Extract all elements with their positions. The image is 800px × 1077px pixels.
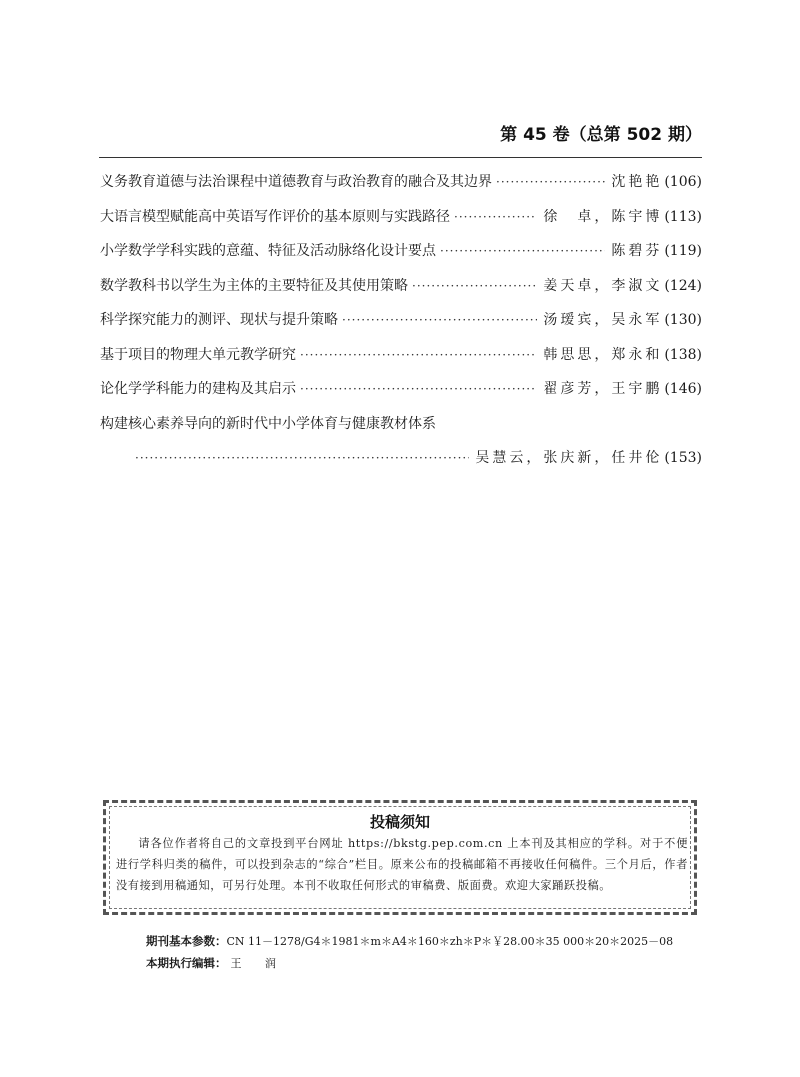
toc-entry-page: (153) bbox=[664, 450, 702, 466]
notice-body: 请各位作者将自己的文章投到平台网址 https://bkstg.pep.com.cn 上本刊及其相应的学科。对于不便进行学科归类的稿件，可以投到杂志的“综合”栏目。原来公布的投稿邮箱不再接收任何稿件。三个月后，作者没有接到用稿通知，可另行处理。本刊不收取任何形式的审稿费、版面费。欢迎大家踊跃投稿。 bbox=[116, 837, 688, 892]
toc-entry-page: (130) bbox=[664, 312, 702, 328]
journal-parameters bbox=[146, 933, 673, 949]
dot-leader bbox=[300, 382, 537, 396]
toc-entry-page: (113) bbox=[664, 208, 702, 225]
toc-entry-title: 科学探究能力的测评、现状与提升策略 bbox=[100, 312, 338, 328]
toc-entry-author: 沈艳艳 bbox=[611, 174, 663, 190]
dot-leader bbox=[135, 451, 469, 465]
toc-entry-page: (146) bbox=[664, 381, 702, 397]
toc-entry-title: 大语言模型赋能高中英语写作评价的基本原则与实践路径 bbox=[100, 208, 450, 225]
table-of-contents bbox=[100, 171, 702, 482]
dot-leader bbox=[440, 244, 605, 258]
toc-entry-author: 韩思思，郑永和 bbox=[543, 346, 663, 363]
volume-issue-heading: 第 45 卷（总第 502 期） bbox=[500, 125, 702, 145]
params-value: CN 11－1278/G4＊1981＊m＊A4＊160＊zh＊P＊￥28.00＊35 000＊20＊2025－08 bbox=[226, 935, 674, 948]
toc-entry[interactable] bbox=[100, 309, 702, 344]
toc-entry-author: 陈碧芬 bbox=[611, 243, 663, 259]
toc-entry-author: 徐 卓，陈宇博 bbox=[543, 208, 663, 225]
toc-entry-continuation[interactable] bbox=[100, 447, 702, 482]
toc-entry-title: 小学数学学科实践的意蕴、特征及活动脉络化设计要点 bbox=[100, 243, 436, 259]
notice-title: 投稿须知 bbox=[369, 813, 430, 831]
header-divider bbox=[99, 157, 702, 158]
toc-entry[interactable] bbox=[100, 171, 702, 206]
toc-entry-title: 基于项目的物理大单元教学研究 bbox=[100, 346, 296, 363]
toc-entry[interactable] bbox=[100, 275, 702, 310]
toc-entry-title: 构建核心素养导向的新时代中小学体育与健康教材体系 bbox=[100, 415, 436, 432]
submission-notice-box bbox=[103, 800, 697, 915]
toc-entry[interactable] bbox=[100, 240, 702, 275]
dot-leader bbox=[412, 279, 537, 293]
toc-entry-title: 论化学学科能力的建构及其启示 bbox=[100, 381, 296, 397]
editor-name: 王 润 bbox=[230, 957, 286, 970]
toc-entry-author: 吴慧云，张庆新，任井伦 bbox=[475, 450, 663, 466]
toc-entry-author: 姜天卓，李淑文 bbox=[543, 277, 663, 294]
toc-entry-title: 数学教科书以学生为主体的主要特征及其使用策略 bbox=[100, 277, 408, 294]
toc-entry-author: 汤瑷宾，吴永军 bbox=[543, 312, 663, 328]
toc-entry-author: 翟彦芳，王宇鹏 bbox=[543, 381, 663, 397]
dot-leader bbox=[454, 210, 537, 224]
dot-leader bbox=[496, 175, 605, 189]
toc-entry-page: (124) bbox=[664, 277, 702, 294]
toc-entry-page: (138) bbox=[664, 346, 702, 363]
params-label: 期刊基本参数： bbox=[146, 934, 227, 948]
executive-editor bbox=[146, 955, 286, 971]
dot-leader bbox=[342, 313, 537, 327]
toc-entry[interactable] bbox=[100, 413, 702, 448]
toc-entry[interactable] bbox=[100, 206, 702, 241]
toc-entry-title: 义务教育道德与法治课程中道德教育与政治教育的融合及其边界 bbox=[100, 174, 492, 190]
toc-entry-page: (106) bbox=[664, 174, 702, 190]
dot-leader bbox=[300, 348, 537, 362]
editor-label: 本期执行编辑： bbox=[146, 956, 227, 970]
toc-entry[interactable] bbox=[100, 344, 702, 379]
toc-entry-page: (119) bbox=[664, 243, 702, 259]
toc-entry[interactable] bbox=[100, 378, 702, 413]
